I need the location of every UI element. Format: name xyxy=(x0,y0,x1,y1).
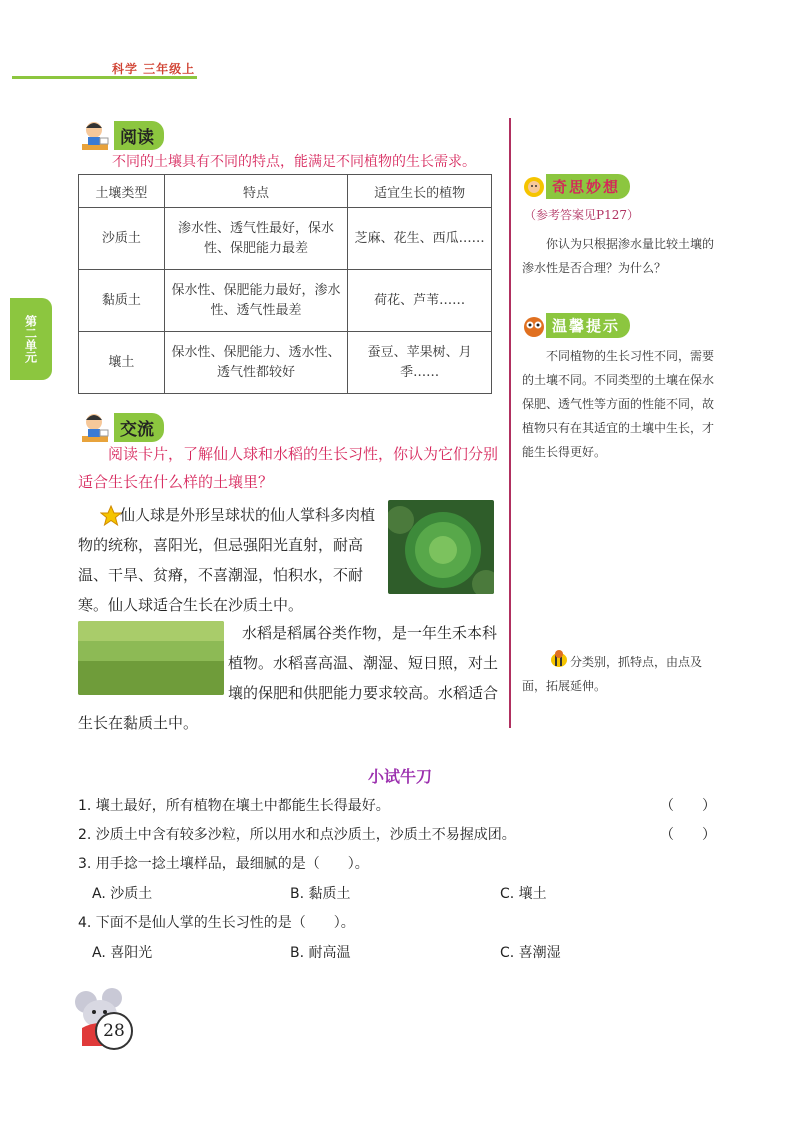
reading-child-icon xyxy=(78,118,114,152)
table-header-row xyxy=(79,175,492,208)
exchange-prompt: 阅读卡片，了解仙人球和水稻的生长习性，你认为它们分别适合生长在什么样的土壤里？ xyxy=(78,445,499,491)
table-header-cell: 土壤类型 xyxy=(79,175,165,208)
table-header-cell: 适宜生长的植物 xyxy=(348,175,492,208)
exchange-heading xyxy=(78,410,164,444)
column-divider xyxy=(509,118,511,728)
table-cell: 蚕豆、苹果树、月季…… xyxy=(348,332,492,394)
header-subject: 科学 三年级上 xyxy=(112,62,196,76)
table-header-cell: 特点 xyxy=(164,175,348,208)
quiz-q3-option-b[interactable]: B. 黏质土 xyxy=(290,886,351,902)
quiz-q3-option-a[interactable]: A. 沙质土 xyxy=(92,886,153,902)
table-cell: 芝麻、花生、西瓜…… xyxy=(348,208,492,270)
quiz-q4-option-a[interactable]: A. 喜阳光 xyxy=(92,945,153,961)
quiz-q4-option-b[interactable]: B. 耐高温 xyxy=(290,945,351,961)
think-heading xyxy=(522,174,630,199)
think-title: 奇思妙想 xyxy=(546,174,630,199)
rice-photo-spacer xyxy=(78,618,228,708)
quiz-q4-option-c[interactable]: C. 喜潮湿 xyxy=(500,945,561,961)
tip-heading xyxy=(522,313,630,338)
table-cell: 荷花、芦苇…… xyxy=(348,270,492,332)
table-cell: 黏质土 xyxy=(79,270,165,332)
reading-title: 阅读 xyxy=(114,121,164,150)
rice-text: 水稻是稻属谷类作物，是一年生禾本科植物。水稻喜高温、潮湿、短日照，对土壤的保肥和供肥能力要求较高。水稻适合生长在黏质土中。 xyxy=(78,624,499,732)
quiz-q3-option-c[interactable]: C. 壤土 xyxy=(500,886,547,902)
table-cell: 保水性、保肥能力最好，渗水性、透气性最差 xyxy=(164,270,348,332)
quiz-title: 小试牛刀 xyxy=(367,767,432,786)
soil-table xyxy=(78,174,492,394)
exchange-child-icon xyxy=(78,410,114,444)
sunflower-icon xyxy=(522,175,546,199)
quiz-q4: 4. 下面不是仙人掌的生长习性的是（ ）。 xyxy=(78,915,355,931)
table-row xyxy=(79,332,492,394)
rice-paragraph xyxy=(78,618,498,738)
exchange-title: 交流 xyxy=(114,413,164,442)
tip-text: 不同植物的生长习性不同，需要的土壤不同。不同类型的土壤在保水保肥、透气性等方面的性能不同，故植物只有在其适宜的土壤中生长，才能生长得更好。 xyxy=(522,349,715,459)
table-cell: 沙质土 xyxy=(79,208,165,270)
method-note: 分类别，抓特点，由点及面，拓展延伸。 xyxy=(522,655,703,693)
quiz-q2-answer[interactable]: （ ） xyxy=(660,827,716,843)
tip-title: 温馨提示 xyxy=(546,313,630,338)
page-number: 28 xyxy=(95,1012,133,1050)
reading-intro: 不同的土壤具有不同的特点，能满足不同植物的生长需求。 xyxy=(112,154,476,170)
table-row xyxy=(79,208,492,270)
cactus-paragraph: 仙人球是外形呈球状的仙人掌科多肉植物的统称，喜阳光，但忌强阳光直射，耐高温、干旱、贫瘠，不喜潮湿，怕积水，不耐寒。仙人球适合生长在沙质土中。 xyxy=(78,506,376,614)
quiz-q3: 3. 用手捻一捻土壤样品，最细腻的是（ ）。 xyxy=(78,856,369,872)
table-cell: 保水性、保肥能力、透水性、透气性都较好 xyxy=(164,332,348,394)
header-rule xyxy=(12,76,197,79)
quiz-q1-answer[interactable]: （ ） xyxy=(660,798,716,814)
quiz-q2: 2. 沙质土中含有较多沙粒，所以用水和点沙质土，沙质土不易握成团。 xyxy=(78,827,516,843)
table-row xyxy=(79,270,492,332)
owl-icon xyxy=(522,314,546,338)
reading-heading xyxy=(78,118,164,152)
think-reference: （参考答案见P127） xyxy=(524,208,639,222)
unit-tab: 第二单元 xyxy=(10,298,52,380)
quiz-q1: 1. 壤土最好，所有植物在壤土中都能生长得最好。 xyxy=(78,798,390,814)
table-cell: 壤土 xyxy=(79,332,165,394)
cactus-photo xyxy=(388,500,494,594)
think-question: 你认为只根据渗水量比较土壤的渗水性是否合理？为什么？ xyxy=(522,237,715,275)
table-cell: 渗水性、透气性最好，保水性、保肥能力最差 xyxy=(164,208,348,270)
